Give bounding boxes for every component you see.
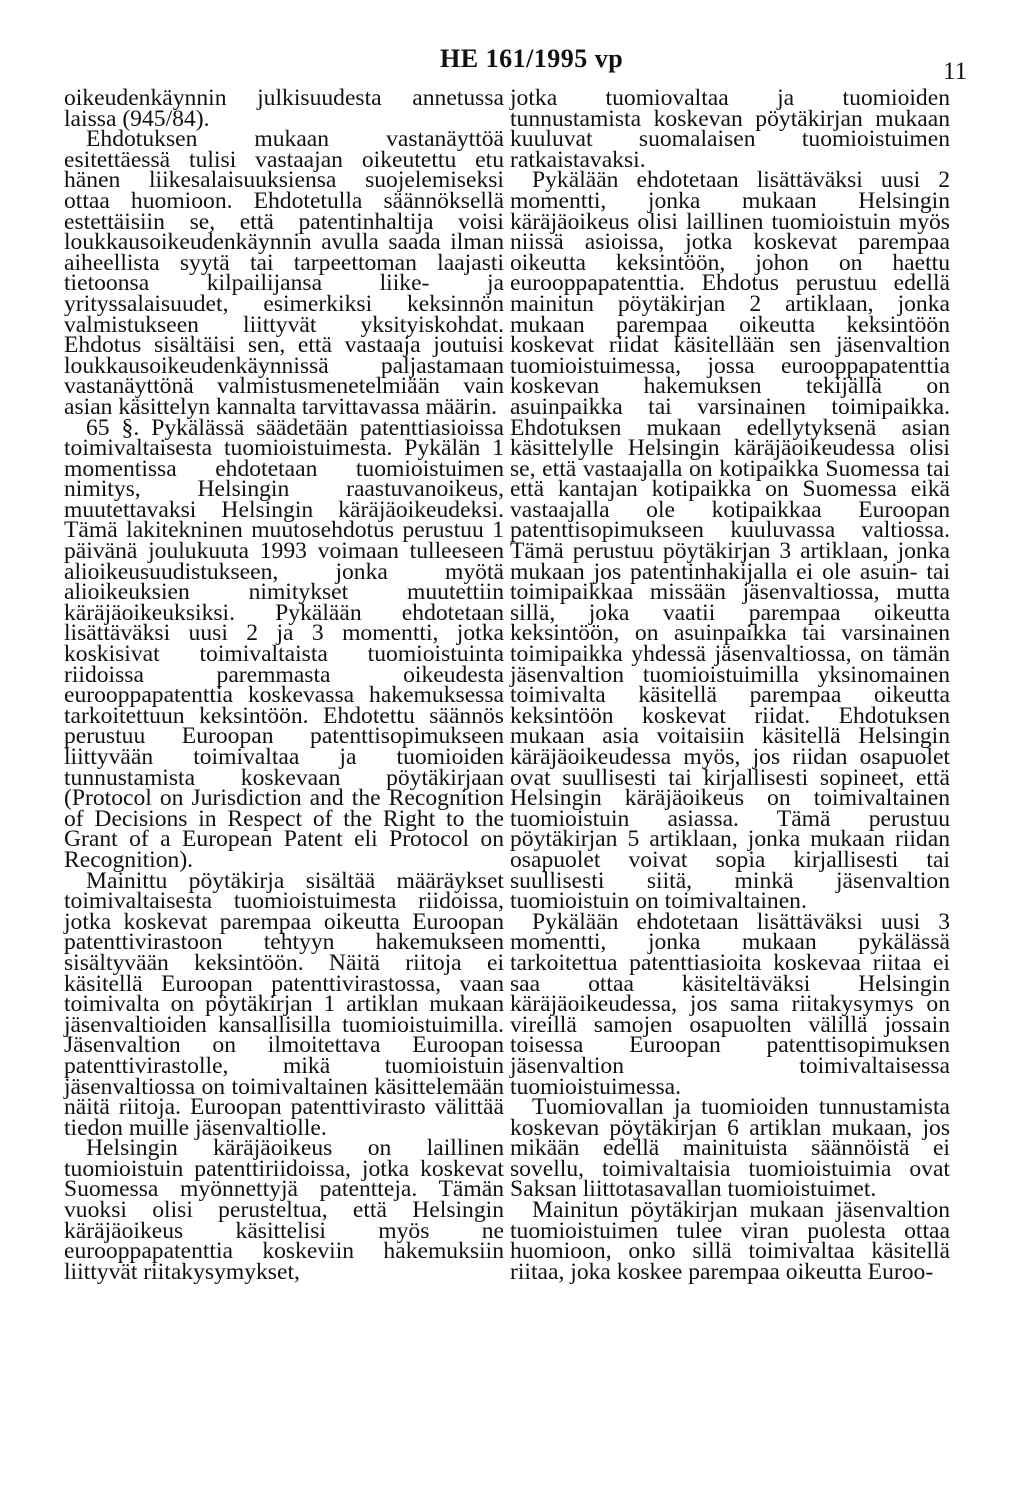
page-number: 11 [943, 58, 968, 85]
paragraph: Tuomiovallan ja tuomioiden tunnustamista koskevan pöytäkirjan 6 artiklan mukaan, jos mikään edellä mainituista säännöistä ei sovellu, toimivaltaisia tuomioistuimia ovat Saksan liittotasavallan tuomioistuimet. [510, 1094, 950, 1203]
left-column [64, 85, 504, 1285]
paragraph: Pykälään ehdotetaan lisättäväksi uusi 3 momentti, jonka mukaan pykälässä tarkoitettua patenttiasioita koskevaa riitaa ei saa ottaa käsiteltäväksi Helsingin käräjäoikeudessa, jos sama riitakysymys on vireillä samojen osapuolten välillä jossain toisessa Euroopan patenttisopimuksen jäsenvaltion toimivaltaisessa tuomioistuimessa. [510, 908, 950, 1100]
paragraph: Helsingin käräjäoikeus on laillinen tuomioistuin patenttiriidoissa, jotka koskevat Suomessa myönnettyjä patentteja. Tämän vuoksi olisi perusteltua, että Helsingin käräjäoikeus käsittelisi myös ne eurooppapatenttia koskeviin hakemuksiin liittyvät riitakysymykset, [64, 1135, 504, 1285]
paragraph: jotka tuomiovaltaa ja tuomioiden tunnustamista koskevan pöytäkirjan mukaan kuuluvat suomalaisen tuomioistuimen ratkaistavaksi. [510, 85, 950, 173]
paragraph: Ehdotuksen mukaan vastanäyttöä esitettäessä tulisi vastaajan oikeutettu etu hänen liikesalaisuuksiensa suojelemiseksi ottaa huomioon. Ehdotetulla säännöksellä estettäisiin se, että patentinhaltija voisi loukkausoikeudenkäynnin avulla saada ilman aiheellista syytä tai tarpeettoman laajasti tietoonsa kilpailijansa liike- ja yrityssalaisuudet, esimerkiksi keksinnön valmistukseen liittyvät yksityiskohdat. Ehdotus sisältäisi sen, että vastaaja joutuisi loukkausoikeudenkäynnissä paljastamaan vastanäyttönä valmistusmenetelmiään vain asian käsittelyn kannalta tarvittavassa määrin. [64, 126, 504, 420]
document-id: HE 161/1995 vp [440, 44, 624, 73]
right-column [510, 85, 950, 1285]
paragraph: oikeudenkäynnin julkisuudesta annetussa laissa (945/84). [64, 85, 504, 132]
paragraph: 65 §. Pykälässä säädetään patenttiasioissa toimivaltaisesta tuomioistuimesta. Pykälän 1 momentissa ehdotetaan tuomioistuimen nimitys, Helsingin raastuvanoikeus, muutettavaksi Helsingin käräjäoikeudeksi. Tämä lakitekninen muutosehdotus perustuu 1 päivänä joulukuuta 1993 voimaan tulleeseen alioikeusuudistukseen, jonka myötä alioikeuksien nimitykset muutettiin käräjäoikeuksiksi. Pykälään ehdotetaan lisättäväksi uusi 2 ja 3 momentti, jotka koskisivat toimivaltaista tuomioistuinta riidoissa paremmasta oikeudesta eurooppapatenttia koskevassa hakemuksessa tarkoitettuun keksintöön. Ehdotettu säännös perustuu Euroopan patenttisopimukseen liittyvään toimivaltaa ja tuomioiden tunnustamista koskevaan pöytäkirjaan (Protocol on Jurisdiction and the Recognition of Decisions in Respect of the Right to the Grant of a European Patent eli Protocol on Recognition). [64, 414, 504, 873]
page-header [0, 44, 1024, 84]
paragraph: Mainitun pöytäkirjan mukaan jäsenvaltion tuomioistuimen tulee viran puolesta ottaa huomioon, onko sillä toimivaltaa käsitellä riitaa, joka koskee parempaa oikeutta Euroo- [510, 1197, 950, 1285]
paragraph: Mainittu pöytäkirja sisältää määräykset toimivaltaisesta tuomioistuimesta riidoissa, jotka koskevat parempaa oikeutta Euroopan patenttivirastoon tehtyyn hakemukseen sisältyvään keksintöön. Näitä riitoja ei käsitellä Euroopan patenttivirastossa, vaan toimivalta on pöytäkirjan 1 artiklan mukaan jäsenvaltioiden kansallisilla tuomioistuimilla. Jäsenvaltion on ilmoitettava Euroopan patenttivirastolle, mikä tuomioistuin jäsenvaltiossa on toimivaltainen käsittelemään näitä riitoja. Euroopan patenttivirasto välittää tiedon muille jäsenvaltiolle. [64, 867, 504, 1141]
paragraph: Pykälään ehdotetaan lisättäväksi uusi 2 momentti, jonka mukaan Helsingin käräjäoikeus olisi laillinen tuomioistuin myös niissä asioissa, jotka koskevat parempaa oikeutta keksintöön, johon on haettu eurooppapatenttia. Ehdotus perustuu edellä mainitun pöytäkirjan 2 artiklaan, jonka mukaan parempaa oikeutta keksintöön koskevat riidat käsitellään sen jäsenvaltion tuomioistuimessa, jossa eurooppapatenttia koskevan hakemuksen tekijällä on asuinpaikka tai varsinainen toimipaikka. Ehdotuksen mukaan edellytyksenä asian käsittelylle Helsingin käräjäoikeudessa olisi se, että vastaajalla on kotipaikka Suomessa tai että kantajan kotipaikka on Suomessa eikä vastaajalla ole kotipaikkaa Euroopan patenttisopimukseen kuuluvassa valtiossa. Tämä perustuu pöytäkirjan 3 artiklaan, jonka mukaan jos patentinhakijalla ei ole asuin- tai toimipaikkaa missään jäsenvaltiossa, mutta sillä, joka vaatii parempaa oikeutta keksintöön, on asuinpaikka tai varsinainen toimipaikka yhdessä jäsenvaltiossa, on tämän jäsenvaltion tuomioistuimilla yksinomainen toimivalta käsitellä parempaa oikeutta keksintöön koskevat riidat. Ehdotuksen mukaan asia voitaisiin käsitellä Helsingin käräjäoikeudessa myös, jos riidan osapuolet ovat suullisesti tai kirjallisesti sopineet, että Helsingin käräjäoikeus on toimivaltainen tuomioistuin asiassa. Tämä perustuu pöytäkirjan 5 artiklaan, jonka mukaan riidan osapuolet voivat sopia kirjallisesti tai suullisesti siitä, minkä jäsenvaltion tuomioistuin on toimivaltainen. [510, 167, 950, 915]
